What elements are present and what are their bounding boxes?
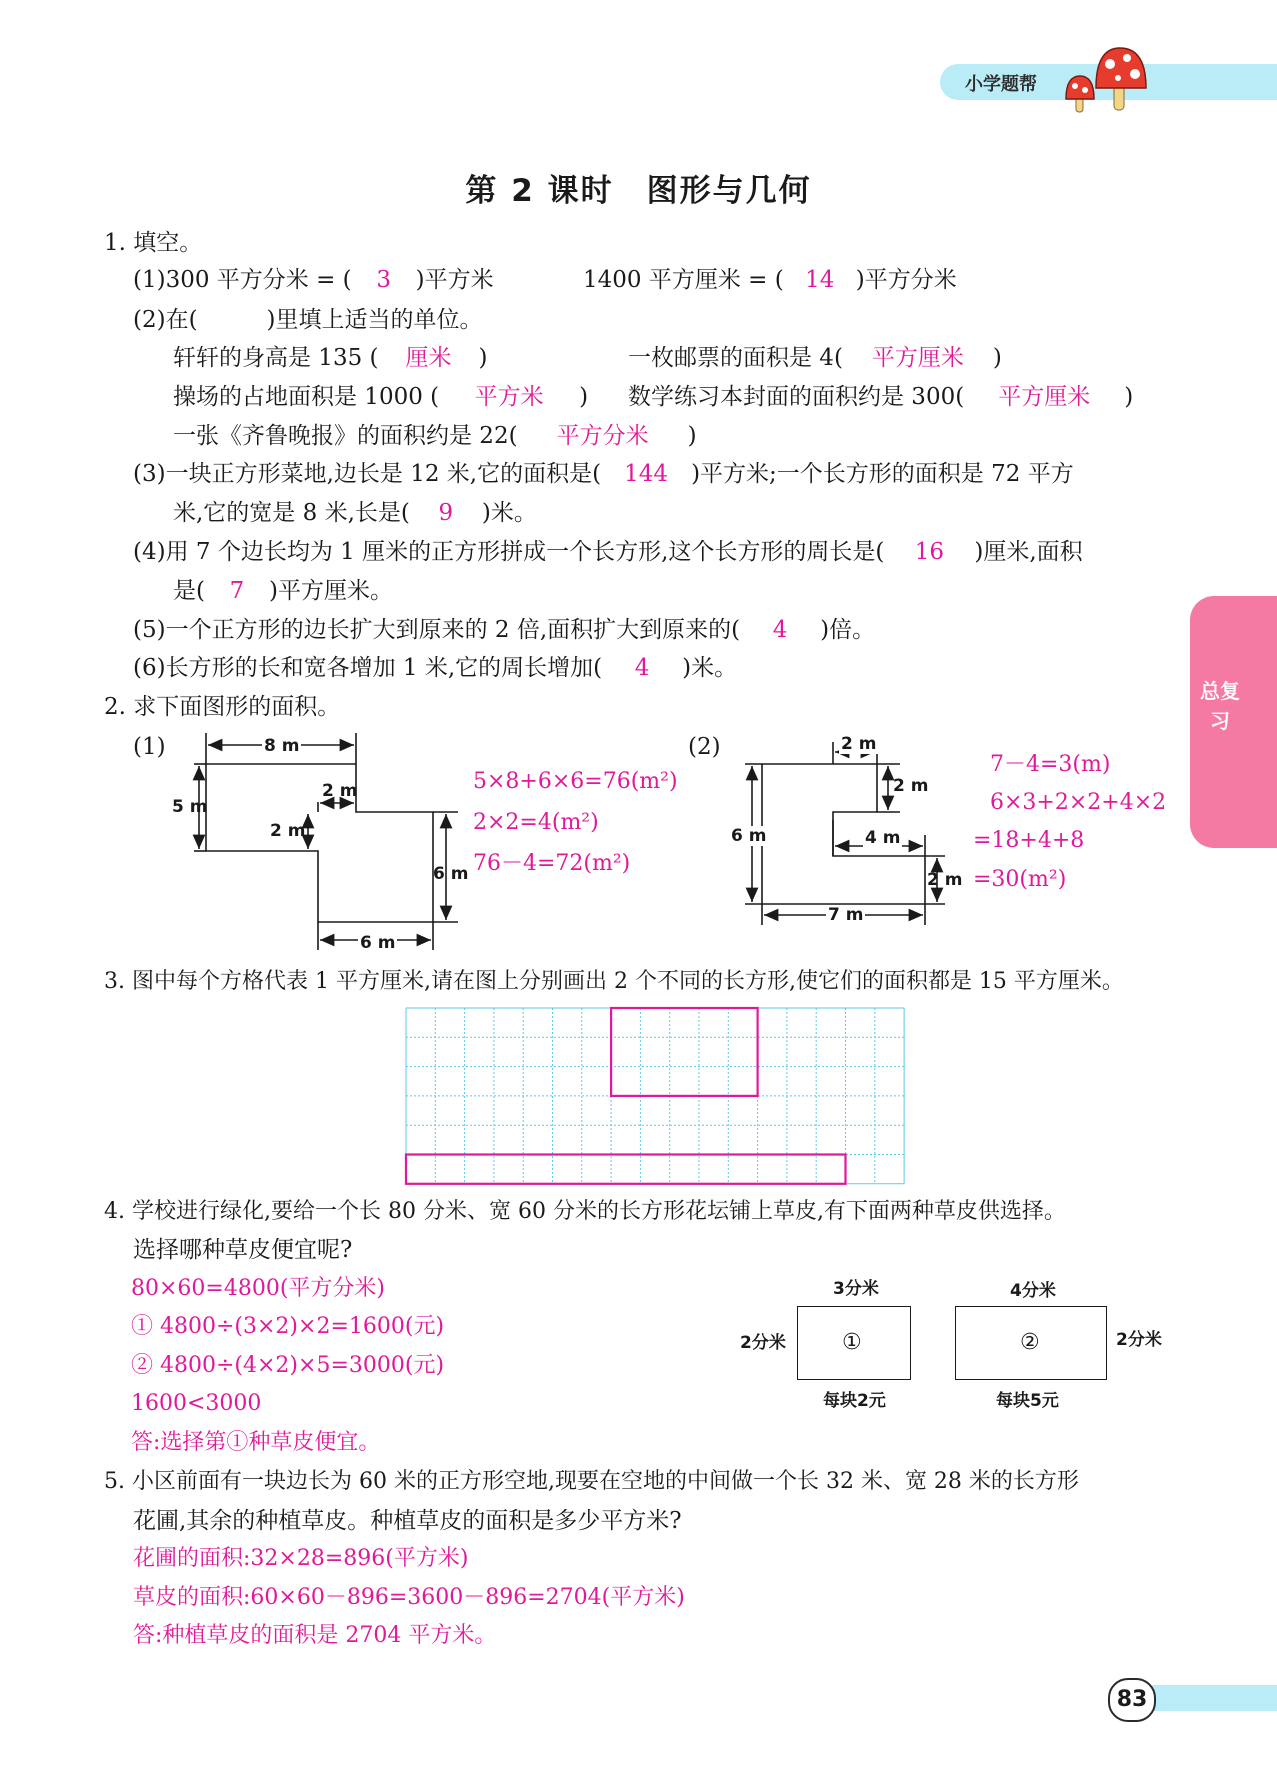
q1-p1-text: )平方米: [415, 267, 494, 293]
q1-p3-text: 米,它的宽是 8 米,长是(: [173, 500, 410, 526]
q5-heading: 5. 小区前面有一块边长为 60 米的正方形空地,现要在空地的中间做一个长 32 米、宽 28 米的长方形: [104, 1469, 1079, 1494]
q1-p1-answer-1: 3: [376, 267, 391, 293]
fig1-label-step-w: 2 m: [322, 781, 358, 801]
q1-p4-text: )厘米,面积: [974, 539, 1083, 565]
q1-p2e-answer: 平方分米: [556, 423, 649, 449]
q1-p5-answer: 4: [772, 617, 788, 643]
q1-p2-text: (2)在( )里填上适当的单位。: [133, 307, 483, 333]
tile-1-price: 每块2元: [823, 1391, 886, 1411]
q4-heading: 4. 学校进行绿化,要给一个长 80 分米、宽 60 分米的长方形花坛铺上草皮,有下面两种草皮供选择。: [104, 1199, 1066, 1224]
q1-p2e-text: ): [687, 423, 697, 449]
fig1-answer-line: 2×2=4(m²): [473, 810, 599, 835]
tile-2-price: 每块5元: [996, 1391, 1059, 1411]
q4-answer-line: ① 4800÷(3×2)×2=1600(元): [131, 1314, 445, 1339]
fig1-label-bottom: 6 m: [360, 933, 396, 953]
q4-answer-line: ② 4800÷(4×2)×5=3000(元): [131, 1353, 445, 1378]
q1-p3-line-2: [173, 498, 537, 528]
q1-p3-text: )米。: [481, 500, 537, 526]
answer-rectangle-2: [406, 1155, 846, 1184]
q1-p4-text: (4)用 7 个边长均为 1 厘米的正方形拼成一个长方形,这个长方形的周长是(: [133, 539, 885, 565]
q1-p2a-answer: 厘米: [405, 345, 452, 371]
q1-p3-answer-2: 9: [438, 500, 454, 526]
q5-heading-2: 花圃,其余的种植草皮。种植草皮的面积是多少平方米?: [133, 1508, 682, 1534]
tile-2-side-label: 2分米: [1116, 1330, 1162, 1350]
q1-p3-text: )平方米;一个长方形的面积是 72 平方: [691, 461, 1074, 487]
fig2-answer-line: 7－4=3(m): [990, 752, 1111, 777]
q1-heading: 1. 填空。: [104, 230, 203, 256]
q1-p4-line-2: [173, 576, 393, 606]
q1-p2d-text: ): [1124, 384, 1134, 410]
fig2-label-top: 2 m: [841, 734, 877, 754]
fig1-label-right: 6 m: [433, 864, 469, 884]
q1-p2a-line: [173, 343, 487, 373]
q1-p2b-line: [628, 343, 1002, 373]
q1-p2a-text: 轩轩的身高是 135 (: [173, 345, 379, 371]
q1-p3-text: (3)一块正方形菜地,边长是 12 米,它的面积是(: [133, 461, 602, 487]
q1-p1-line-2: [583, 265, 957, 295]
q4-heading-2: 选择哪种草皮便宜呢?: [133, 1237, 353, 1263]
page-title: 第 2 课时 图形与几何: [465, 173, 812, 209]
q1-p4-line: [133, 537, 1083, 567]
q1-p5-text: (5)一个正方形的边长扩大到原来的 2 倍,面积扩大到原来的(: [133, 617, 741, 643]
q1-p1-answer-2: 14: [805, 267, 835, 293]
q1-p5-line: [133, 615, 875, 645]
q1-p3-line: [133, 459, 1074, 489]
tile-1-mark: ①: [842, 1330, 862, 1355]
q5-answer-line: 草皮的面积:60×60－896=3600－896=2704(平方米): [133, 1585, 685, 1610]
q1-p2c-answer: 平方米: [474, 384, 544, 410]
q3-heading: 3. 图中每个方格代表 1 平方厘米,请在图上分别画出 2 个不同的长方形,使它们的面积都是 15 平方厘米。: [104, 969, 1124, 994]
q1-p2c-text: ): [579, 384, 589, 410]
answer-rectangle-1: [611, 1008, 758, 1096]
q1-p4-answer-1: 16: [914, 539, 945, 565]
q1-p6-line: [133, 653, 737, 683]
q1-p5-text: )倍。: [820, 617, 876, 643]
q1-p4-text: 是(: [173, 578, 205, 604]
fig1-label-left: 5 m: [172, 797, 208, 817]
q1-p3-answer-1: 144: [624, 461, 669, 487]
q1-p4-answer-2: 7: [229, 578, 245, 604]
fig1-answer-line: 76－4=72(m²): [473, 851, 631, 876]
q1-p2e-line: [173, 421, 697, 451]
q4-answer-line: 答:选择第①种草皮便宜。: [131, 1430, 381, 1455]
q1-p1-text: )平方分米: [855, 267, 957, 293]
q1-p6-text: )米。: [682, 655, 738, 681]
q1-p2b-text: ): [992, 345, 1002, 371]
q1-p2e-text: 一张《齐鲁晚报》的面积约是 22(: [173, 423, 518, 449]
mushroom-icon: [0, 0, 1277, 130]
q1-p2d-line: [628, 382, 1133, 412]
tile-2-top-label: 4分米: [1010, 1281, 1056, 1301]
q1-p2d-answer: 平方厘米: [998, 384, 1091, 410]
q1-p6-answer: 4: [634, 655, 650, 681]
fig2-answer-line: =30(m²): [973, 867, 1067, 892]
fig2-answer-line: =18+4+8: [973, 828, 1085, 853]
fig2-label-left: 6 m: [731, 826, 767, 846]
tile-1-side-label: 2分米: [740, 1333, 786, 1353]
q5-answer-line: 答:种植草皮的面积是 2704 平方米。: [133, 1623, 497, 1648]
q1-p2b-text: 一枚邮票的面积是 4(: [628, 345, 843, 371]
q5-answer-line: 花圃的面积:32×28=896(平方米): [133, 1546, 469, 1571]
fig2-label-notch-h: 2 m: [893, 776, 929, 796]
q1-p1-text: (1)300 平方分米 = (: [133, 267, 352, 293]
q1-p2a-text: ): [478, 345, 488, 371]
q1-p2b-answer: 平方厘米: [871, 345, 964, 371]
header-brand: 小学题帮: [965, 74, 1037, 95]
fig1-outline: [206, 764, 433, 922]
fig2-answer-line: 6×3+2×2+4×2: [990, 790, 1167, 815]
fig1-label-top: 8 m: [264, 736, 300, 756]
q1-p2c-line: [173, 382, 588, 412]
fig2-label-notch-w: 4 m: [865, 828, 901, 848]
fig1-answer-line: 5×8+6×6=76(m²): [473, 769, 678, 794]
q1-p6-text: (6)长方形的长和宽各增加 1 米,它的周长增加(: [133, 655, 603, 681]
tile-1-top-label: 3分米: [833, 1279, 879, 1299]
q4-answer-line: 80×60=4800(平方分米): [131, 1276, 386, 1301]
fig2-number: (2): [688, 734, 721, 760]
fig2-label-bottom-h: 2 m: [927, 870, 963, 890]
q1-p2d-text: 数学练习本封面的面积约是 300(: [628, 384, 965, 410]
fig1-label-step-h: 2 m: [270, 821, 306, 841]
q1-p2c-text: 操场的占地面积是 1000 (: [173, 384, 440, 410]
page-number: 83: [1108, 1678, 1156, 1722]
section-tab-label: 总复习: [1200, 679, 1240, 733]
page-number-bar: [1140, 1685, 1277, 1711]
q1-p1-line: [133, 265, 494, 295]
q2-heading: 2. 求下面图形的面积。: [104, 694, 341, 720]
q1-p1-text: 1400 平方厘米 = (: [583, 267, 784, 293]
tile-2-mark: ②: [1020, 1330, 1040, 1355]
q1-p4-text: )平方厘米。: [268, 578, 393, 604]
fig2-label-bottom: 7 m: [828, 905, 864, 925]
fig1-number: (1): [133, 734, 166, 760]
q4-answer-line: 1600<3000: [131, 1391, 262, 1416]
